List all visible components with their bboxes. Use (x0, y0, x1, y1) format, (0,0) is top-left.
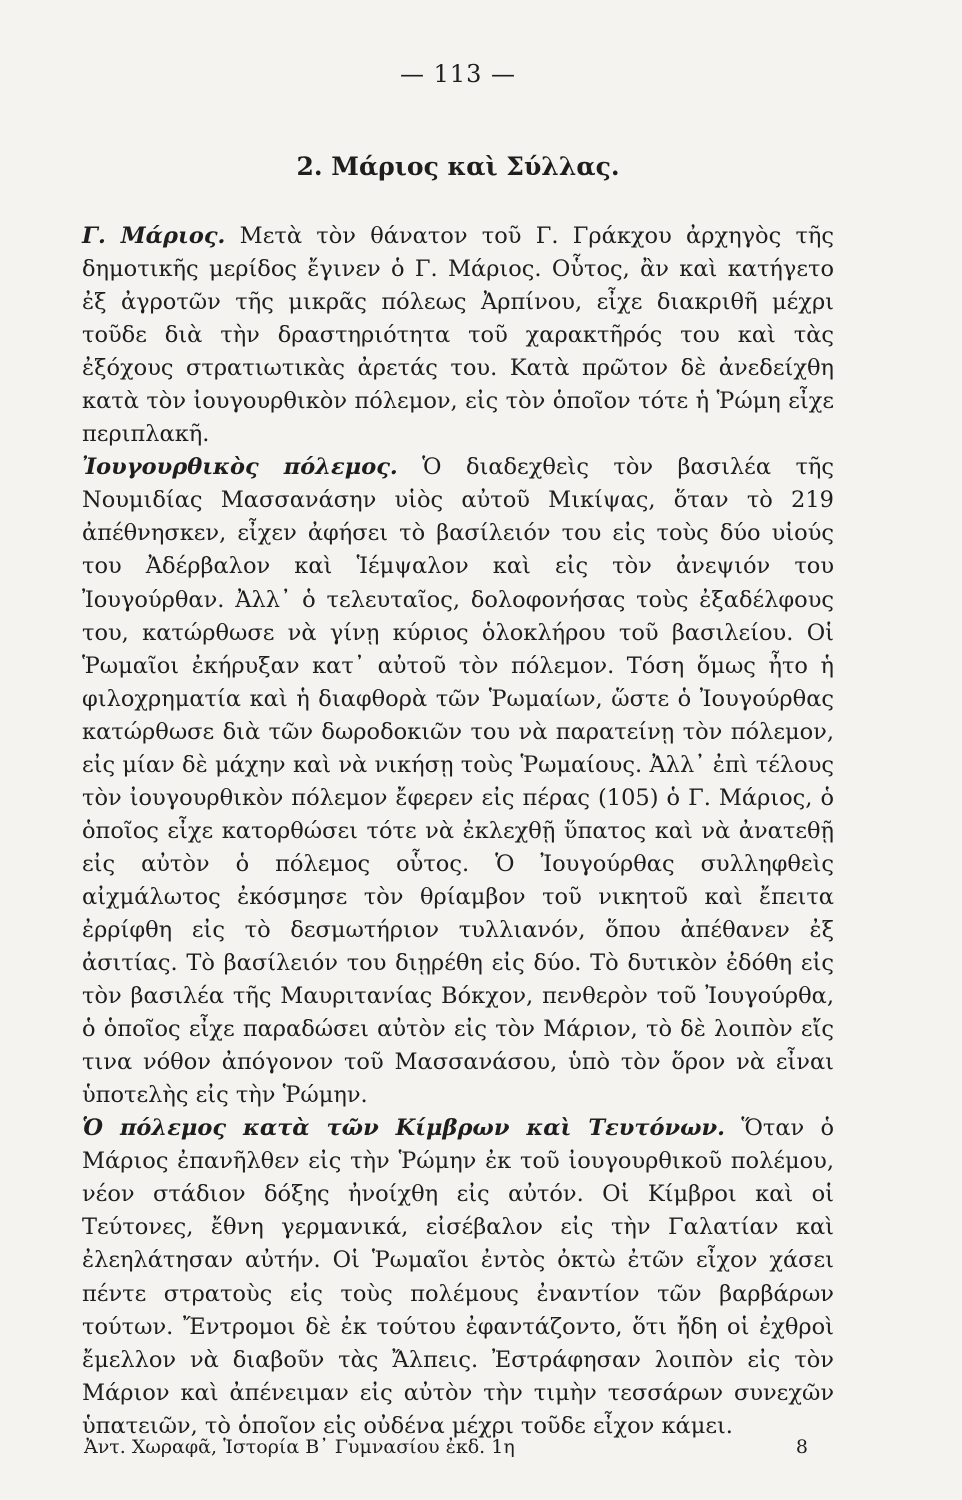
paragraph-heading-marius: Γ. Μάριος. (82, 223, 226, 249)
body-text (82, 220, 834, 1439)
paragraph-marius (82, 220, 834, 451)
paragraph-text-cimbri-teutones: Ὅταν ὁ Μάριος ἐπανῆλθεν εἰς τὴν Ῥώμην ἐκ τοῦ ἰουγουρθικοῦ πολέμου, νέον στάδιον δόξης ἠνοίχθη εἰς αὐτόν. Οἱ Κίμβροι καὶ οἱ Τεύτονες, ἔθνη γερμανικά, εἰσέβαλον εἰς τὴν Γαλατίαν καὶ ἐλεηλάτησαν αὐτήν. Οἱ Ῥωμαῖοι ἐντὸς ὀκτὼ ἐτῶν εἶχον χάσει πέντε στρατοὺς εἰς τοὺς πολέμους ἐναντίον τῶν βαρβάρων τούτων. Ἔντρομοι δὲ ἐκ τούτου ἐφαντάζοντο, ὅτι ἤδη οἱ ἐχθροὶ ἔμελλον νὰ διαβοῦν τὰς Ἄλπεις. Ἐστράφησαν λοιπὸν εἰς τὸν Μάριον καὶ ἀπένειμαν εἰς αὐτὸν τὴν τιμὴν τεσσάρων συνεχῶν ὑπατειῶν, τὸ ὁποῖον εἰς οὐδένα μέχρι τοῦδε εἶχον κάμει. (82, 1115, 834, 1439)
chapter-title: 2. Μάριος καὶ Σύλλας. (296, 152, 620, 181)
paragraph-text-jugurthine-war: Ὁ διαδεχθεὶς τὸν βασιλέα τῆς Νουμιδίας Μασσανάσην υἱὸς αὐτοῦ Μικίψας, ὅταν τὸ 219 ἀπέθνησκεν, εἶχεν ἀφήσει τὸ βασίλειόν του εἰς τοὺς δύο υἱούς του Ἀδέρβαλον καὶ Ἱέμψαλον καὶ εἰς τὸν ἀνεψιόν του Ἰουγούρθαν. Ἀλλ᾽ ὁ τελευταῖος, δολοφονήσας τοὺς ἐξαδέλφους του, κατώρθωσε νὰ γίνῃ κύριος ὁλοκλήρου τοῦ βασιλείου. Οἱ Ῥωμαῖοι ἐκήρυξαν κατ᾽ αὐτοῦ τὸν πόλεμον. Τόση ὅμως ἦτο ἡ φιλοχρηματία καὶ ἡ διαφθορὰ τῶν Ῥωμαίων, ὥστε ὁ Ἰουγούρθας κατώρθωσε διὰ τῶν δωροδοκιῶν του νὰ παρατείνῃ τὸν πόλεμον, εἰς μίαν δὲ μάχην καὶ νὰ νικήσῃ τοὺς Ῥωμαίους. Ἀλλ᾽ ἐπὶ τέλους τὸν ἰουγουρθικὸν πόλεμον ἔφερεν εἰς πέρας (105) ὁ Γ. Μάριος, ὁ ὁποῖος εἶχε κατορθώσει τότε νὰ ἐκλεχθῇ ὕπατος καὶ νὰ ἀνατεθῇ εἰς αὐτὸν ὁ πόλεμος οὗτος. Ὁ Ἰουγούρθας συλληφθεὶς αἰχμάλωτος ἐκόσμησε τὸν θρίαμβον τοῦ νικητοῦ καὶ ἔπειτα ἐρρίφθη εἰς τὸ δεσμωτήριον τυλλιανόν, ὅπου ἀπέθανεν ἐξ ἀσιτίας. Τὸ βασίλειόν του διῃρέθη εἰς δύο. Τὸ δυτικὸν ἐδόθη εἰς τὸν βασιλέα τῆς Μαυριτανίας Βόκχον, πενθερὸν τοῦ Ἰουγούρθα, ὁ ὁποῖος εἶχε παραδώσει αὐτὸν εἰς τὸν Μάριον, τὸ δὲ λοιπὸν εἴς τινα νόθον ἀπόγονον τοῦ Μασσανάσου, ὑπὸ τὸν ὅρον νὰ εἶναι ὑποτελὴς εἰς τὴν Ῥώμην. (82, 454, 834, 1109)
page-footer (82, 1436, 834, 1458)
paragraph-heading-jugurthine-war: Ἰουγουρθικὸς πόλεμος. (82, 454, 398, 481)
paragraph-jugurthine-war (82, 451, 834, 1112)
signature-mark: 8 (795, 1436, 808, 1458)
book-page (82, 52, 834, 1472)
paragraph-cimbri-teutones (82, 1112, 834, 1442)
paragraph-heading-cimbri-teutones: Ὁ πόλεμος κατὰ τῶν Κίμβρων καὶ Τευτόνων. (82, 1115, 725, 1142)
page-number: — 113 — (399, 60, 517, 88)
footer-citation: Ἀντ. Χωραφᾶ, Ἱστορία Β᾽ Γυμνασίου ἐκδ. 1η (84, 1436, 515, 1458)
paragraph-text-marius: Μετὰ τὸν θάνατον τοῦ Γ. Γράκχου ἀρχηγὸς τῆς δημοτικῆς μερίδος ἔγινεν ὁ Γ. Μάριος. Οὗτος, ἂν καὶ κατήγετο ἐξ ἀγροτῶν τῆς μικρᾶς πόλεως Ἀρπίνου, εἶχε διακριθῆ μέχρι τοῦδε διὰ τὴν δραστηριότητα τοῦ χαρακτῆρός του καὶ τὰς ἐξόχους στρατιωτικὰς ἀρετάς του. Κατὰ πρῶτον δὲ ἀνεδείχθη κατὰ τὸν ἰουγουρθικὸν πόλεμον, εἰς τὸν ὁποῖον τότε ἡ Ῥώμη εἶχε περιπλακῆ. (82, 223, 834, 448)
